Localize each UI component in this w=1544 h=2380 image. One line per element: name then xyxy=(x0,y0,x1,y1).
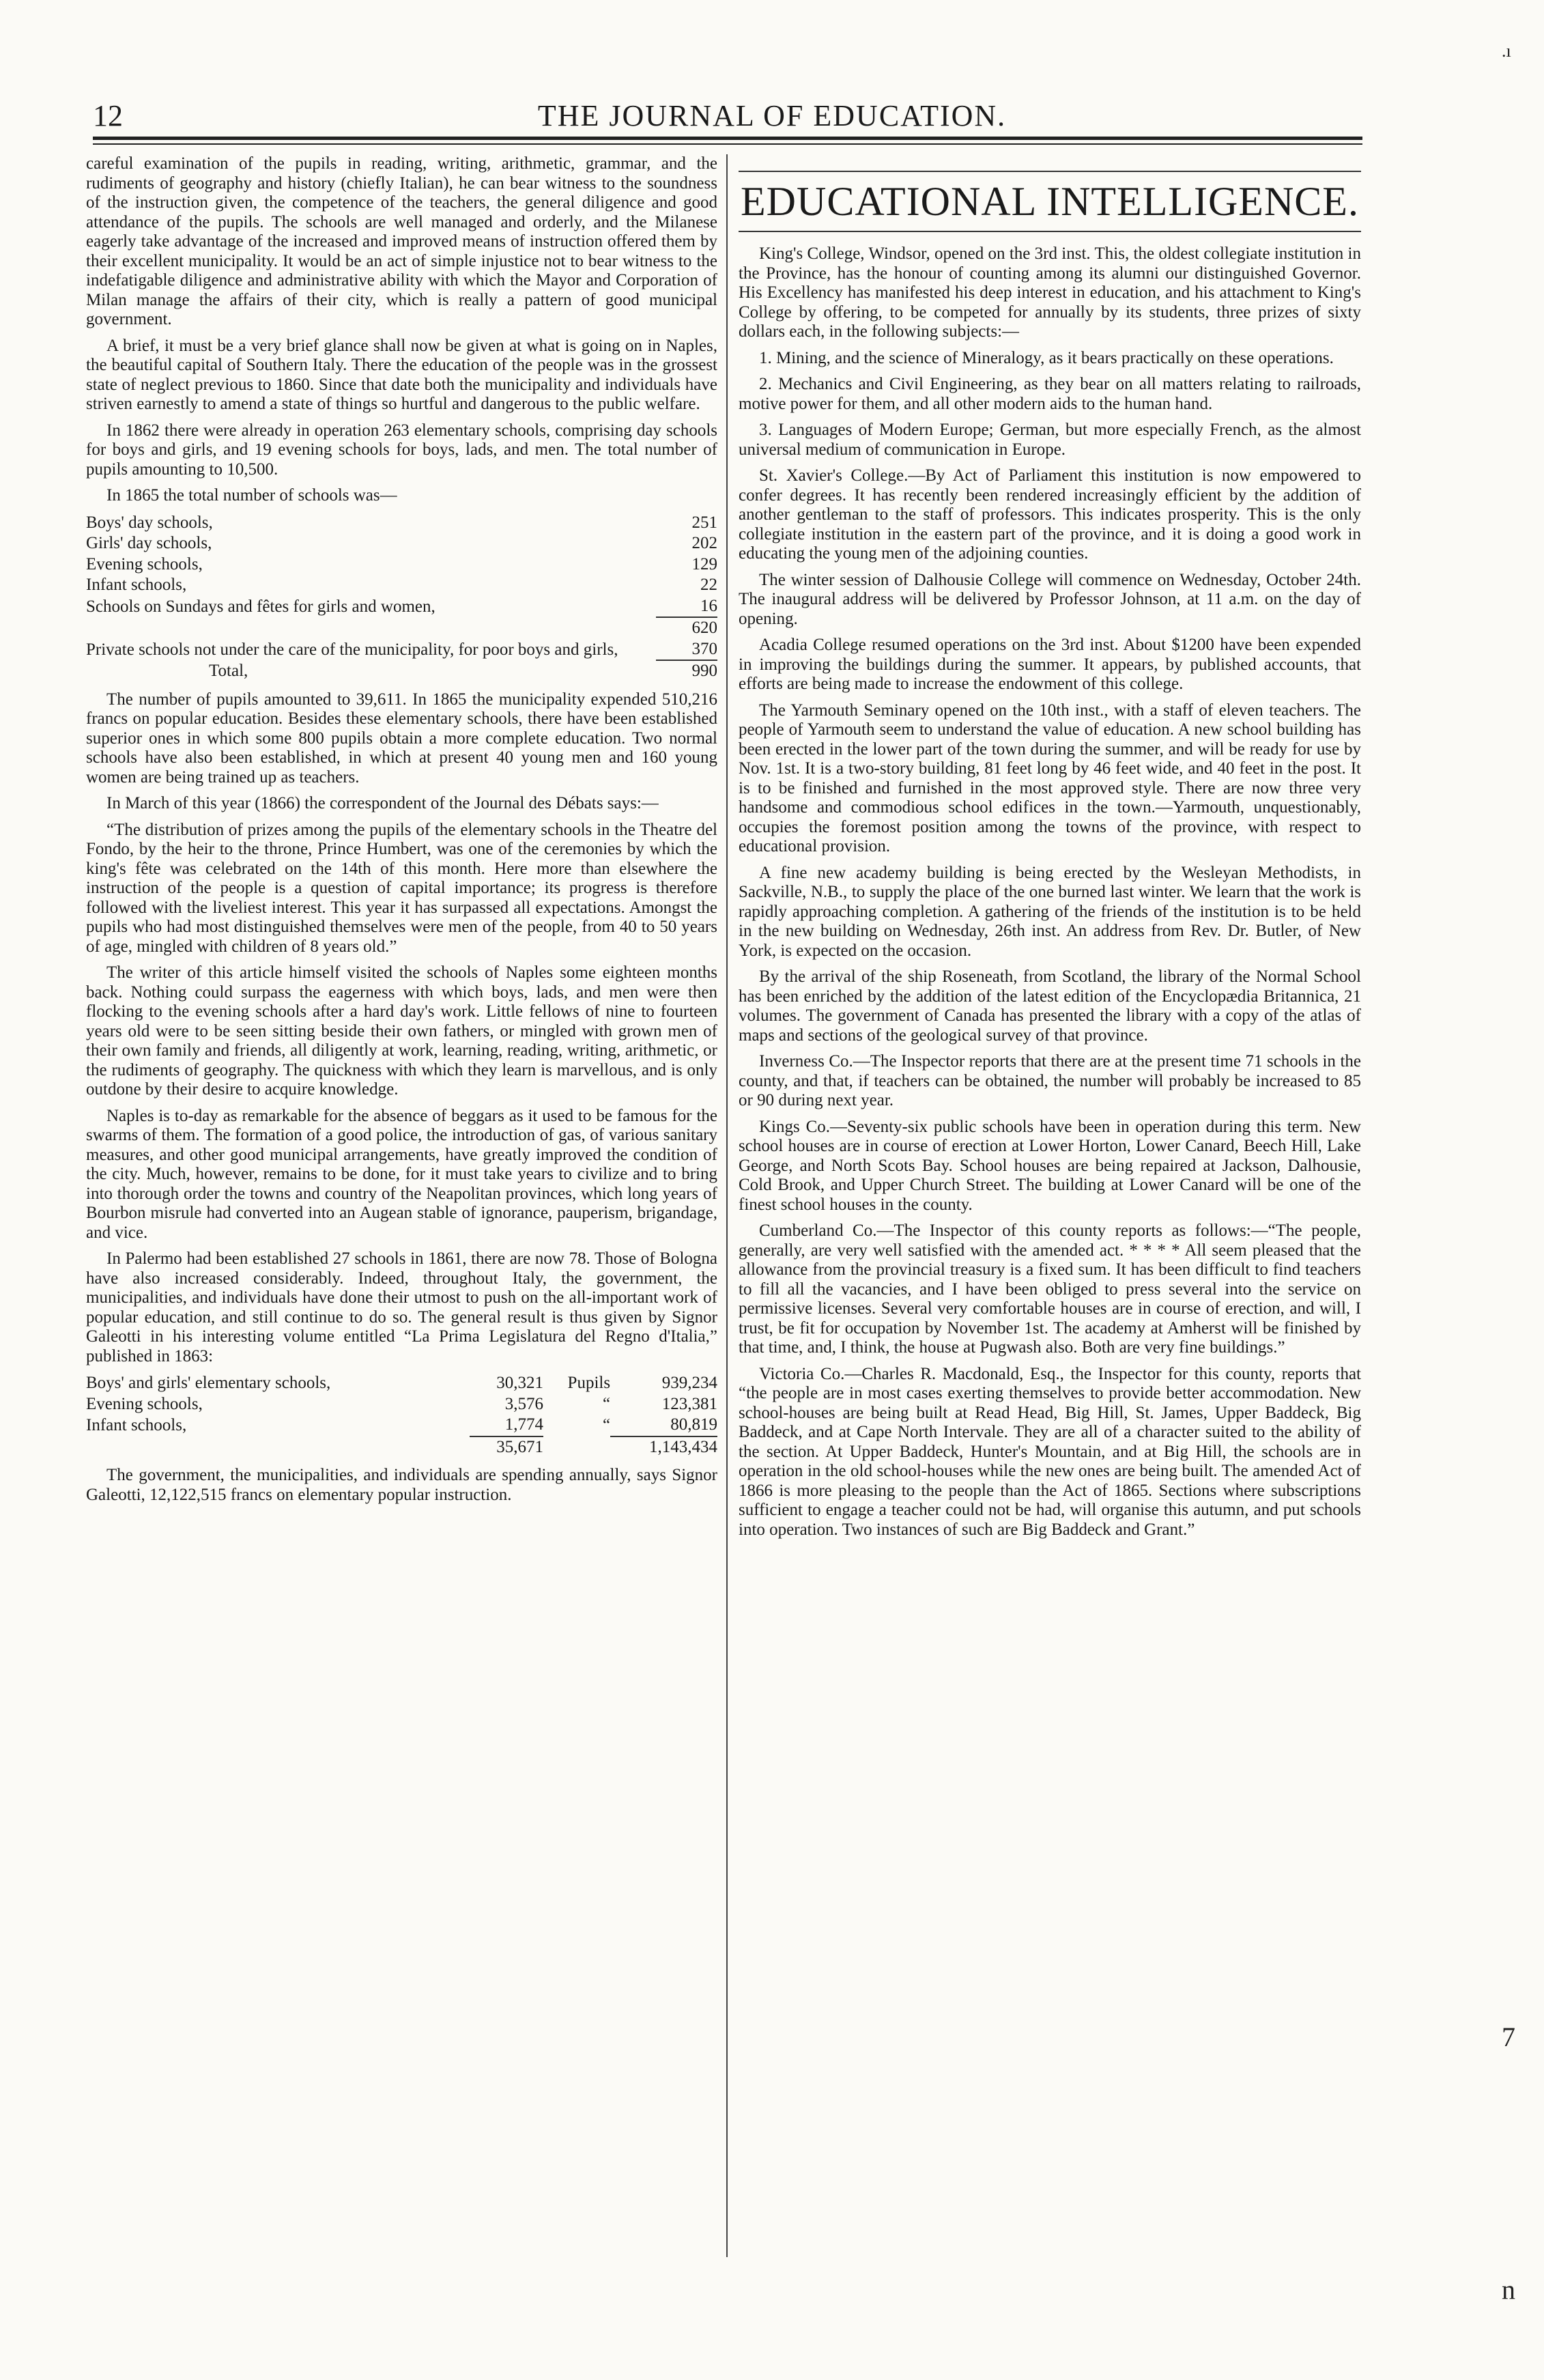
table-row: Boys' and girls' elementary schools, 30,321 Pupils 939,234 xyxy=(86,1374,717,1392)
galeotti-table xyxy=(86,1373,717,1458)
news-item-dalhousie: The winter session of Dalhousie College will commence on Wednesday, October 24th. The inaugural address will be delivered by Professor Johnson, at 11 a.m. on the day of opening. xyxy=(739,570,1361,628)
table-row: Infant schools, 1,774 “ 80,819 xyxy=(86,1415,717,1434)
list-item: 2. Mechanics and Civil Engineering, as they bear on all matters relating to railroads, motive power for them, and all other modern aids to the human hand. xyxy=(739,375,1361,413)
news-item-cumberland: Cumberland Co.—The Inspector of this county reports as follows:—“The people, generally, are very well satisfied with the amended act. * * * * All seem pleased that the allowance from the provincial treasury is a fixed sum. It has been difficult to find teachers to fill all the vacancies, and I have been obliged to press several into the service on permissive licenses. Several very comfortable houses are in course of erection, and will, I trust, be fit for occupation by November 1st. The academy at Amherst will be finished by that time, and, I think, the house at Pugwash also. Both are very fine buildings.” xyxy=(739,1221,1361,1357)
subtotal-row: 620 xyxy=(86,617,717,639)
news-item-kings-co: Kings Co.—Seventy-six public schools have been in operation during this term. New school houses are in course of erection at Lower Horton, Lower Canard, Beech Hill, Lake George, and North Scots Bay. School houses are being repaired at Jackson, Dalhousie, Cold Brook, and Upper Church Street. The building at Lower Canard will be one of the finest school houses in the county. xyxy=(739,1117,1361,1214)
margin-mark: .ı xyxy=(1502,41,1511,61)
total-row: Total, 990 xyxy=(86,660,717,682)
news-item-kings-college: King's College, Windsor, opened on the 3rd inst. This, the oldest collegiate institution in the Province, has the honour of counting among its alumni our distinguished Governor. His Excellency has manifested his deep interest in education, and his attachment to King's College by offering, to be competed for annually by its students, three prizes of sixty dollars each, in the following subjects:— xyxy=(739,244,1361,341)
news-item-roseneath: By the arrival of the ship Roseneath, from Scotland, the library of the Normal School has been enriched by the addition of the latest edition of the Encyclopædia Britannica, 21 volumes. The government of Canada has presented the library with a copy of the atlas of maps and sections of the geological survey of that province. xyxy=(739,967,1361,1045)
table-row: Boys' day schools, 251 xyxy=(86,513,717,532)
news-item-st-xaviers: St. Xavier's College.—By Act of Parliament this institution is now empowered to confer degrees. It has recently been rendered increasingly efficient by the addition of another gentleman to the staff of professors. This indicates prosperity. This is the only collegiate institution in the eastern part of the province, and it is doing a good work in educating the young men of the adjoining counties. xyxy=(739,466,1361,563)
running-head: THE JOURNAL OF EDUCATION. xyxy=(537,99,1007,132)
table-row: Schools on Sundays and fêtes for girls and women, 16 xyxy=(86,596,717,616)
list-item: 3. Languages of Modern Europe; German, but more especially French, as the almost universal medium of communication in Europe. xyxy=(739,421,1361,459)
right-column xyxy=(739,154,1361,2339)
header-rule xyxy=(93,137,1362,145)
paragraph: The writer of this article himself visited the schools of Naples some eighteen months back. Nothing could surpass the eagerness with which boys, lads, and men were then flocking to the evening schools after a hard day's work. Little fellows of nine to fourteen years old were to be seen sitting beside their own fathers, or mingled with grown men of their own family and friends, all diligently at work, learning, reading, writing, arithmetic, or the rudiments of geography. The quickness with which they learn is marvellous, and is only outdone by their desire to acquire knowledge. xyxy=(86,963,717,1099)
paragraph: The number of pupils amounted to 39,611. In 1865 the municipality expended 510,216 francs on popular education. Besides these elementary schools, there have been established superior ones in which some 800 pupils obtain a more complete education. Two normal schools have also been established, in which at present 40 young men and 160 young women are being trained up as teachers. xyxy=(86,690,717,787)
margin-mark: n xyxy=(1502,2274,1515,2305)
news-item-inverness: Inverness Co.—The Inspector reports that there are at the present time 71 schools in the county, and that, if teachers can be obtained, the number will probably be increased to 85 or 90 during next year. xyxy=(739,1052,1361,1109)
margin-mark: 7 xyxy=(1502,2022,1515,2052)
sum-row: 35,671 1,143,434 xyxy=(86,1436,717,1458)
paragraph: Naples is to-day as remarkable for the absence of beggars as it used to be famous for the swarms of them. The formation of a good police, the introduction of gas, of various sanitary measures, and other good municipal arrangements, have greatly improved the condition of the city. Much, however, remains to be done, for it must take years to civilize and to bring into thorough order the towns and country of the Neapolitan provinces, which long years of Bourbon misrule had converted into an Augean stable of ignorance, pauperism, brigandage, and vice. xyxy=(86,1106,717,1242)
left-column xyxy=(86,154,717,2339)
paragraph: In 1865 the total number of schools was— xyxy=(106,486,397,505)
news-item-wesleyan: A fine new academy building is being erected by the Wesleyan Methodists, in Sackville, N.B., to supply the place of the one burned last winter. We learn that the work is rapidly approaching completion. A gathering of the friends of the institution is to be held in the new building on Wednesday, 26th inst. An address from Rev. Dr. Butler, of New York, is expected on the occasion. xyxy=(739,863,1361,960)
paragraph: In 1862 there were already in operation 263 elementary schools, comprising day schools for boys and girls, and 19 evening schools for boys, lads, and men. The total number of pupils amounting to 10,500. xyxy=(86,421,717,479)
table-row: Infant schools, 22 xyxy=(86,576,717,594)
news-item-yarmouth: The Yarmouth Seminary opened on the 10th inst., with a staff of eleven teachers. The people of Yarmouth seem to understand the value of education. A new school building has been erected in the lower part of the town during the summer, and will be ready for use by Nov. 1st. It is a two-story building, 81 feet long by 46 feet wide, and 40 feet in the post. It is to be finished and furnished in the most approved style. There are now three very handsome and commodious school edifices in the town.—Yarmouth, unquestionably, occupies the foremost position among the towns of the province, with respect to educational provision. xyxy=(739,700,1361,855)
table-row: Evening schools, 3,576 “ 123,381 xyxy=(86,1394,717,1413)
list-item: 1. Mining, and the science of Mineralogy, as it bears practically on these operations. xyxy=(759,348,1334,367)
news-item-victoria: Victoria Co.—Charles R. Macdonald, Esq., the Inspector for this county, reports that “the people are in most cases exerting themselves to provide better accommodation. New school-houses are being built at Read Head, Big Hill, St. James, Upper Baddeck, Big Baddeck, and at Cape North Intervale. They are all of a character suited to the ability of the section. At Upper Baddeck, Hunter's Mountain, and at Big Hill, the schools are in operation in the old school-houses while the new ones are being built. The amended Act of 1866 is more pleasing to the people than the Act of 1865. Sections where subscriptions sufficient to engage a teacher could not be had, will organise this autumn, and put schools into operation. Two instances of such are Big Baddeck and Grant.” xyxy=(739,1364,1361,1539)
paragraph: The government, the municipalities, and individuals are spending annually, says Signor Galeotti, 12,122,515 francs on elementary popular instruction. xyxy=(86,1466,717,1504)
private-row: Private schools not under the care of the municipality, for poor boys and girls, 370 xyxy=(86,639,717,659)
paragraph: A brief, it must be a very brief glance shall now be given at what is going on in Naples, the beautiful capital of Southern Italy. There the education of the people was in the grossest state of neglect previous to 1860. Since that date both the municipality and individuals have striven earnestly to amend a state of things so hurtful and dangerous to the public welfare. xyxy=(86,336,717,413)
quotation: “The distribution of prizes among the pupils of the elementary schools in the Theatre del Fondo, by the heir to the throne, Prince Humbert, was one of the ceremonies by which the king's fête was celebrated on the 14th of this month. Here more than elsewhere the instruction of the people is a question of capital importance; its progress is therefore followed with the liveliest interest. This year it has surpassed all expectations. Amongst the pupils who had most distinguished themselves were men of the people, from 40 to 50 years of age, mingled with children of 8 years old.” xyxy=(86,820,717,956)
paragraph: In March of this year (1866) the correspondent of the Journal des Débats says:— xyxy=(106,794,659,812)
table-row: Girls' day schools, 202 xyxy=(86,534,717,552)
paragraph: In Palermo had been established 27 schools in 1861, there are now 78. Those of Bologna have also increased considerably. Indeed, throughout Italy, the government, the municipalities, and individuals have done their utmost to push on the all-important work of popular education, and still continue to do so. The general result is thus given by Signor Galeotti in his interesting volume entitled “La Prima Legislatura del Regno d'Italia,” published in 1863: xyxy=(86,1249,717,1365)
column-divider xyxy=(726,154,728,2257)
page-number: 12 xyxy=(93,99,123,132)
news-item-acadia: Acadia College resumed operations on the 3rd inst. About $1200 have been expended in improving the buildings during the summer. It appears, by published accounts, that efforts are being made to increase the endowment of this college. xyxy=(739,636,1361,693)
schools-table xyxy=(86,513,717,682)
paragraph: careful examination of the pupils in reading, writing, arithmetic, grammar, and the rudiments of geography and history (chiefly Italian), he can bear witness to the soundness of the instruction given, the competence of the teachers, the general diligence and good attendance of the pupils. The schools are well managed and orderly, and the Milanese eagerly take advantage of the increased and improved means of instruction offered them by their excellent municipality. It would be an act of simple injustice not to bear witness to the indefatigable diligence and administrative ability with which the Mayor and Corporation of Milan manage the affairs of their city, which is really a pattern of good municipal government. xyxy=(86,154,717,328)
section-title: EDUCATIONAL INTELLIGENCE. xyxy=(739,171,1361,232)
table-row: Evening schools, 129 xyxy=(86,554,717,573)
